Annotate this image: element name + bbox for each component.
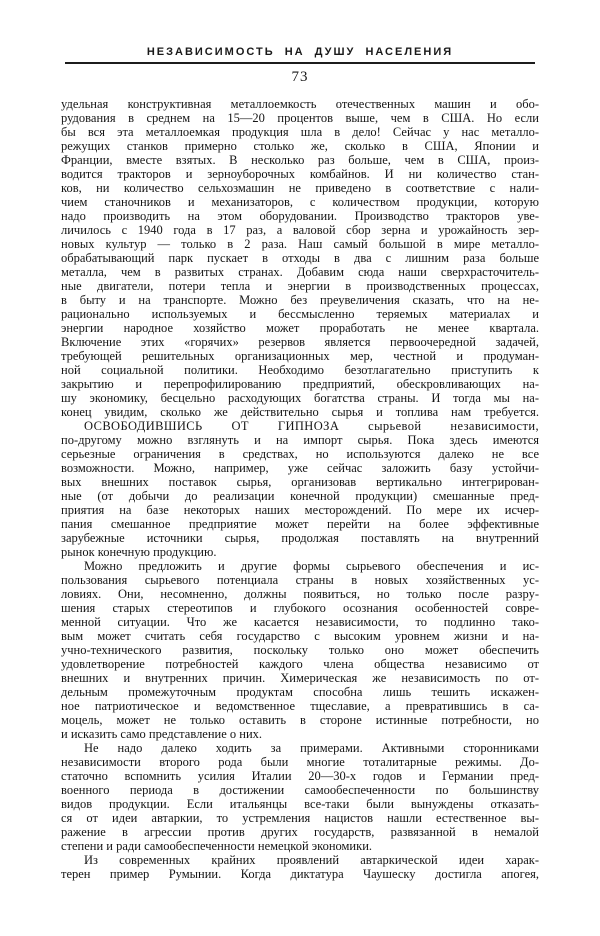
text-line: Франции, вместе взятых. В несколько раз больше, чем в США, произ- xyxy=(61,153,539,167)
text-line: статочно вспомнить усилия Италии 20—30-х годов и Германии пред- xyxy=(61,769,539,783)
text-line: обрабатывающий парк пускает в отходы в два с лишним раза больше xyxy=(61,251,539,265)
text-line: режущих станков примерно столько же, сколько в США, Японии и xyxy=(61,139,539,153)
text-line: военного периода в достижении самообеспеченности по большинству xyxy=(61,783,539,797)
paragraph xyxy=(61,559,539,741)
text-line: моцель, может не только оставить в стороне истинные потребности, но xyxy=(61,713,539,727)
text-line: учно-технического развития, поскольку только оно может обеспечить xyxy=(61,643,539,657)
text-line: дельным промежуточным продуктам способна лишь тешить искажен- xyxy=(61,685,539,699)
text-line: рынок конечную продукцию. xyxy=(61,545,217,559)
page-header xyxy=(0,0,600,86)
text-line: независимости второго рода были многие тоталитарные режимы. До- xyxy=(61,755,539,769)
text-line: Включение этих «горячих» резервов является первоочередной задачей, xyxy=(61,335,539,349)
text-line: металла, чем в развитых странах. Добавим сюда наши сверхрасточитель- xyxy=(61,265,539,279)
text-line: шения старых стереотипов и глубокого осознания особенностей совре- xyxy=(61,601,539,615)
text-line: рудования в среднем на 15—20 процентов выше, чем в США. Но если xyxy=(61,111,539,125)
text-line: степени и ради самообеспеченности немецкой экономики. xyxy=(61,839,373,853)
paragraph xyxy=(61,853,539,881)
text-line: терен пример Румынии. Когда диктатура Чаушеску достигла апогея, xyxy=(61,867,539,881)
text-line: приятия на базе некоторых наших месторождений. По мере их исчер- xyxy=(61,503,539,517)
page-number: 73 xyxy=(291,69,309,85)
text-line: чием станочников и механизаторов, с количеством продукции, которую xyxy=(61,195,539,209)
text-line: по-другому можно взглянуть и на импорт сырья. Пока здесь имеются xyxy=(61,433,539,447)
text-line: возможности. Можно, например, уже сейчас заложить базу устойчи- xyxy=(61,461,539,475)
text-line: Из современных крайних проявлений автаркической идеи харак- xyxy=(84,853,539,867)
header-rule xyxy=(65,62,535,64)
paragraph xyxy=(61,97,539,419)
text-line: ков, ни количество сельхозмашин не приведено в соответствие с нали- xyxy=(61,181,539,195)
text-line: ся от идеи автаркии, то устремления нацистов нашли естественное вы- xyxy=(61,811,539,825)
text-line: Можно предложить и другие формы сырьевого обеспечения и ис- xyxy=(84,559,539,573)
text-line: ной социальной политики. Необходимо безотлагательно приступить к xyxy=(61,363,539,377)
paragraph xyxy=(61,741,539,853)
text-line: ОСВОБОДИВШИСЬ ОТ ГИПНОЗА сырьевой независимости, xyxy=(84,419,539,433)
text-line: ные двигатели, потери тепла и энергии в производственных процессах, xyxy=(61,279,539,293)
text-line: бы вся эта металлоемкая продукция шла в дело! Сейчас у нас металло- xyxy=(61,125,539,139)
paragraph xyxy=(61,419,539,559)
text-line: водится тракторов и зерноуборочных комбайнов. И ни количество стан- xyxy=(61,167,539,181)
page-body xyxy=(61,97,539,881)
text-line: в быту и на транспорте. Можно без преувеличения сказать, что на не- xyxy=(61,293,539,307)
text-line: зарубежные источники сырья, продолжая поставлять на внутренний xyxy=(61,531,539,545)
running-head: НЕЗАВИСИМОСТЬ НА ДУШУ НАСЕЛЕНИЯ xyxy=(146,46,454,58)
text-line: ловиях. Они, несомненно, должны появиться, но только после разру- xyxy=(61,587,539,601)
text-line: надо производить на этом оборудовании. Производство тракторов уве- xyxy=(61,209,539,223)
text-line: пользования сырьевого потенциала страны в новых хозяйственных ус- xyxy=(61,573,539,587)
text-line: вых внешних поставок сырья, организовав вертикально интегрирован- xyxy=(61,475,539,489)
text-line: вым может считать себя государство с высоким уровнем жизни и на- xyxy=(61,629,539,643)
text-line: ные (от добычи до реализации конечной продукции) смешанные пред- xyxy=(61,489,539,503)
text-line: менной ситуации. Что же касается независимости, то подлинно тако- xyxy=(61,615,539,629)
text-line: энергии народное хозяйство может проработать не менее квартала. xyxy=(61,321,539,335)
text-line: новых культур — только в 2 раза. Наш самый большой в мире металло- xyxy=(61,237,539,251)
text-line: личилось с 1940 года в 17 раз, а валовой сбор зерна и урожайность зер- xyxy=(61,223,539,237)
text-line: удельная конструктивная металлоемкость отечественных машин и обо- xyxy=(61,97,539,111)
text-line: шу экономику, бесцельно расходующих богатства страны. И тогда мы на- xyxy=(61,391,539,405)
text-line: и исказить само представление о них. xyxy=(61,727,263,741)
text-line: Не надо далеко ходить за примерами. Активными сторонниками xyxy=(84,741,539,755)
text-line: пания смешанное предприятие может перейти на более эффективные xyxy=(61,517,539,531)
text-line: ражение в агрессии против других государств, развязанной в немалой xyxy=(61,825,539,839)
text-line: требующей решительных организационных мер, честной и продуман- xyxy=(61,349,539,363)
text-line: удовлетворение потребностей каждого члена общества независимо от xyxy=(61,657,539,671)
text-line: видов продукции. Если итальянцы все-таки были вынуждены отказать- xyxy=(61,797,539,811)
text-line: закрытию и перепрофилированию предприятий, обескровливающих на- xyxy=(61,377,539,391)
text-line: рационально используемых и бессмысленно теряемых материалах и xyxy=(61,307,539,321)
text-line: серьезные ограничения в средствах, но используются далеко не все xyxy=(61,447,539,461)
text-line: конец увидим, сколько же действительно сырья и топлива нам требуется. xyxy=(61,405,539,419)
text-line: ное патриотическое и ведомственное тщеславие, а превратившись в са- xyxy=(61,699,539,713)
text-line: внешних и внутренних причин. Химерическая же независимость по от- xyxy=(61,671,539,685)
